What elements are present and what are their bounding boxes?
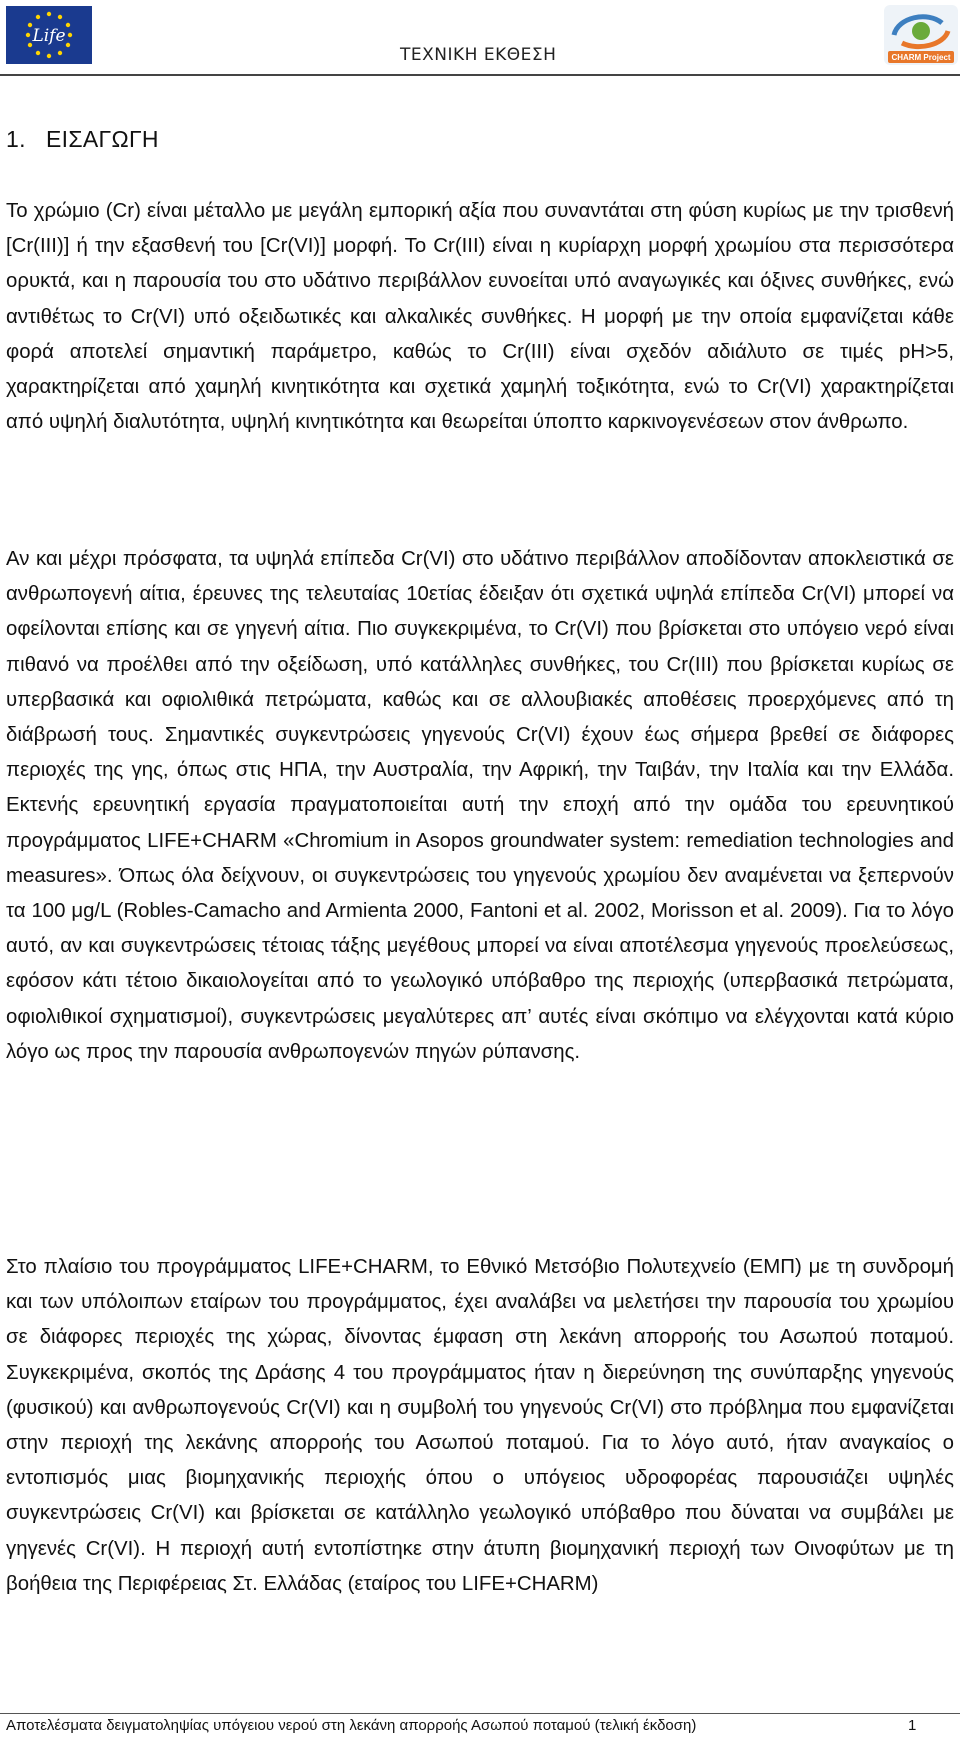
footer-divider (0, 1713, 960, 1714)
life-logo-text: Life (32, 26, 66, 46)
page-header (0, 0, 960, 70)
document-type-title: ΤΕΧΝΙΚΗ ΕΚΘΕΣΗ (400, 45, 557, 65)
paragraph-life-charm-programme: Στο πλαίσιο του προγράμματος LIFE+CHARM, το Εθνικό Μετσόβιο Πολυτεχνείο (ΕΜΠ) με τη συνδρομή και των υπόλοιπων εταίρων του προγράμματος, έχει αναλάβει να μελετήσει την παρουσία του χρωμίου σε διάφορες περιοχές της χώρας, δίνοντας έμφαση στη λεκάνη απορροής του Ασωπού ποταμού. Συγκεκριμένα, σκοπός της Δράσης 4 του προγράμματος ήταν η διερεύνηση της συνύπαρξης γηγενούς (φυσικού) και ανθρωπογενούς Cr(VI) και η συμβολή του γηγενούς Cr(VI) στο πρόβλημα που εμφανίζεται στην περιοχή της λεκάνης απορροής του Ασωπού ποταμού. Για το λόγο αυτό, ήταν αναγκαίος ο εντοπισμός μιας βιομηχανικής περιοχής όπου ο υπόγειος υδροφορέας παρουσιάζει υψηλές συγκεντρώσεις Cr(VI) και βρίσκεται σε κατάλληλο γεωλογικό υπόβαθρο που δύναται να συμβάλει με γηγενές Cr(VI). Η περιοχή αυτή εντοπίστηκε στην άτυπη βιομηχανική περιοχή των Οινοφύτων με τη βοήθεια της Περιφέρειας Στ. Ελλάδας (εταίρος του LIFE+CHARM) (6, 1256, 954, 1595)
charm-logo-text: CHARM Project (891, 53, 951, 62)
header-divider (0, 74, 960, 76)
section-title: ΕΙΣΑΓΩΓΗ (46, 126, 159, 152)
page-number: 1 (908, 1717, 917, 1734)
footer-document-title: Αποτελέσματα δειγματοληψίας υπόγειου νερού στη λεκάνη απορροής Ασωπού ποταμού (τελική έκδοση) (6, 1717, 697, 1734)
life-logo (6, 6, 92, 64)
paragraph-chromium-forms: Το χρώμιο (Cr) είναι μέταλλο με μεγάλη εμπορική αξία που συναντάται στη φύση κυρίως με την τρισθενή [Cr(III)] ή την εξασθενή του [Cr(VI)] μορφή. Το Cr(III) είναι η κυρίαρχη μορφή χρωμίου στα περισσότερα ορυκτά, και η παρουσία του στο υδάτινο περιβάλλον ευνοείται υπό αναγωγικές και όξινες συνθήκες, ενώ αντιθέτως το Cr(VI) υπό οξειδωτικές και αλκαλικές συνθήκες. Η μορφή με την οποία εμφανίζεται κάθε φορά αποτελεί σημαντική παράμετρο, καθώς το Cr(III) είναι σχεδόν αδιάλυτο σε τιμές pH>5, χαρακτηρίζεται από χαμηλή κινητικότητα και σχετικά χαμηλή τοξικότητα, ενώ το Cr(VI) χαρακτηρίζεται από υψηλή διαλυτότητα, υψηλή κινητικότητα και θεωρείται ύποπτο καρκινογενέσεων στον άνθρωπο. (6, 200, 954, 434)
paragraph-geogenic-chromium: Αν και μέχρι πρόσφατα, τα υψηλά επίπεδα Cr(VI) στο υδάτινο περιβάλλον αποδίδονταν αποκλειστικά σε ανθρωπογενή αίτια, έρευνες της τελευταίας 10ετίας έδειξαν ότι σχετικά υψηλά επίπεδα Cr(VI) μπορεί να οφείλονται επίσης και σε γηγενή αίτια. Πιο συγκεκριμένα, το Cr(VI) που βρίσκεται στο υπόγειο νερό είναι πιθανό να προέλθει από την οξείδωση, υπό κατάλληλες συνθήκες, του Cr(III) που βρίσκεται κυρίως σε υπερβασικά και οφιολιθικά πετρώματα, καθώς και σε αλλουβιακές αποθέσεις προερχόμενες από τη διάβρωσή τους. Σημαντικές συγκεντρώσεις γηγενούς Cr(VI) έχουν έως σήμερα βρεθεί σε διάφορες περιοχές της γης, όπως στις ΗΠΑ, την Αυστραλία, την Αφρική, την Ταιβάν, την Ιταλία και την Ελλάδα. Εκτενής ερευνητική εργασία πραγματοποιείται αυτή την εποχή από την ομάδα του ερευνητικού προγράμματος LIFE+CHARM «Chromium in Asopos groundwater system: remediation technologies and measures». Όπως όλα δείχνουν, οι συγκεντρώσεις του γηγενούς χρωμίου δεν αναμένεται να ξεπερνούν τα 100 μg/L (Robles-Camacho and Armienta 2000, Fantoni et al. 2002, Morisson et al. 2009). Για το λόγο αυτό, αν και συγκεντρώσεις τέτοιας τάξης μεγέθους μπορεί να είναι αποτέλεσμα γηγενούς προελεύσεως, εφόσον κάτι τέτοιο δικαιολογείται από το γεωλογικό υπόβαθρο της περιοχής (υπερβασικά πετρώματα, οφιολιθικοί σχηματισμοί), συγκεντρώσεις μεγαλύτερες απ’ αυτές είναι σκόπιμο να ελέγχονται κατά κύριο λόγο ως προς την παρουσία ανθρωπογενών πηγών ρύπανσης. (6, 548, 954, 1063)
section-heading (6, 126, 159, 153)
charm-project-logo (884, 5, 958, 65)
section-number: 1. (6, 126, 26, 152)
